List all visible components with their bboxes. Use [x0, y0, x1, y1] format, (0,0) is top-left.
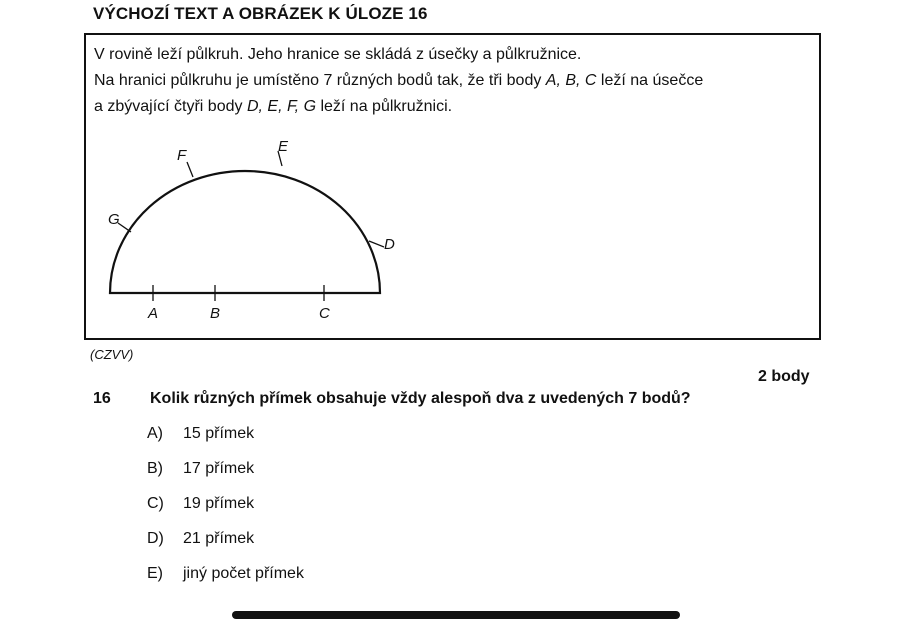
intro-line-3-start: a zbývající čtyři body — [94, 98, 247, 115]
source-note: (CZVV) — [90, 347, 134, 362]
point-f-tick — [187, 162, 193, 177]
option-letter: D) — [147, 530, 164, 547]
intro-line-1: V rovině leží půlkruh. Jeho hranice se skládá z úsečky a půlkružnice. — [94, 46, 582, 63]
point-a-label: A — [148, 305, 159, 322]
point-b-label: B — [210, 305, 221, 322]
answer-option-c[interactable] — [147, 495, 254, 513]
point-c-label: C — [319, 305, 330, 322]
bottom-bar — [232, 611, 680, 619]
answer-option-d[interactable] — [147, 530, 254, 548]
point-f-label: F — [177, 147, 187, 164]
option-letter: C) — [147, 495, 164, 512]
intro-line-2-end: leží na úsečce — [596, 72, 704, 89]
option-letter: E) — [147, 565, 163, 582]
point-g-tick — [118, 223, 131, 232]
option-text: 15 přímek — [183, 425, 255, 442]
question-number: 16 — [93, 390, 111, 407]
intro-line-2-start: Na hranici půlkruhu je umístěno 7 různých bodů tak, že tři body — [94, 72, 546, 89]
intro-points-defg: D, E, F, G — [246, 98, 317, 115]
option-text: 21 přímek — [183, 530, 255, 547]
answer-option-b[interactable] — [147, 460, 254, 478]
option-text: 19 přímek — [183, 495, 255, 512]
task-text-box — [84, 33, 821, 340]
semicircle-figure — [86, 35, 819, 338]
answer-option-a[interactable] — [147, 425, 254, 443]
task-heading: VÝCHOZÍ TEXT A OBRÁZEK K ÚLOZE 16 — [93, 4, 428, 23]
answer-option-e[interactable] — [147, 565, 304, 583]
question-text: Kolik různých přímek obsahuje vždy alespoň dva z uvedených 7 bodů? — [150, 390, 691, 407]
point-d-label: D — [384, 236, 395, 253]
point-e-label: E — [278, 138, 289, 155]
point-d-tick — [369, 241, 384, 247]
intro-points-abc: A, B, C — [545, 72, 597, 89]
option-text: jiný počet přímek — [183, 565, 304, 582]
option-text: 17 přímek — [183, 460, 255, 477]
point-g-label: G — [108, 211, 120, 228]
intro-line-3-end: leží na půlkružnici. — [316, 98, 453, 115]
option-letter: A) — [147, 425, 163, 442]
points-label: 2 body — [758, 368, 810, 385]
semicircle-outline — [110, 171, 380, 293]
option-letter: B) — [147, 460, 163, 477]
